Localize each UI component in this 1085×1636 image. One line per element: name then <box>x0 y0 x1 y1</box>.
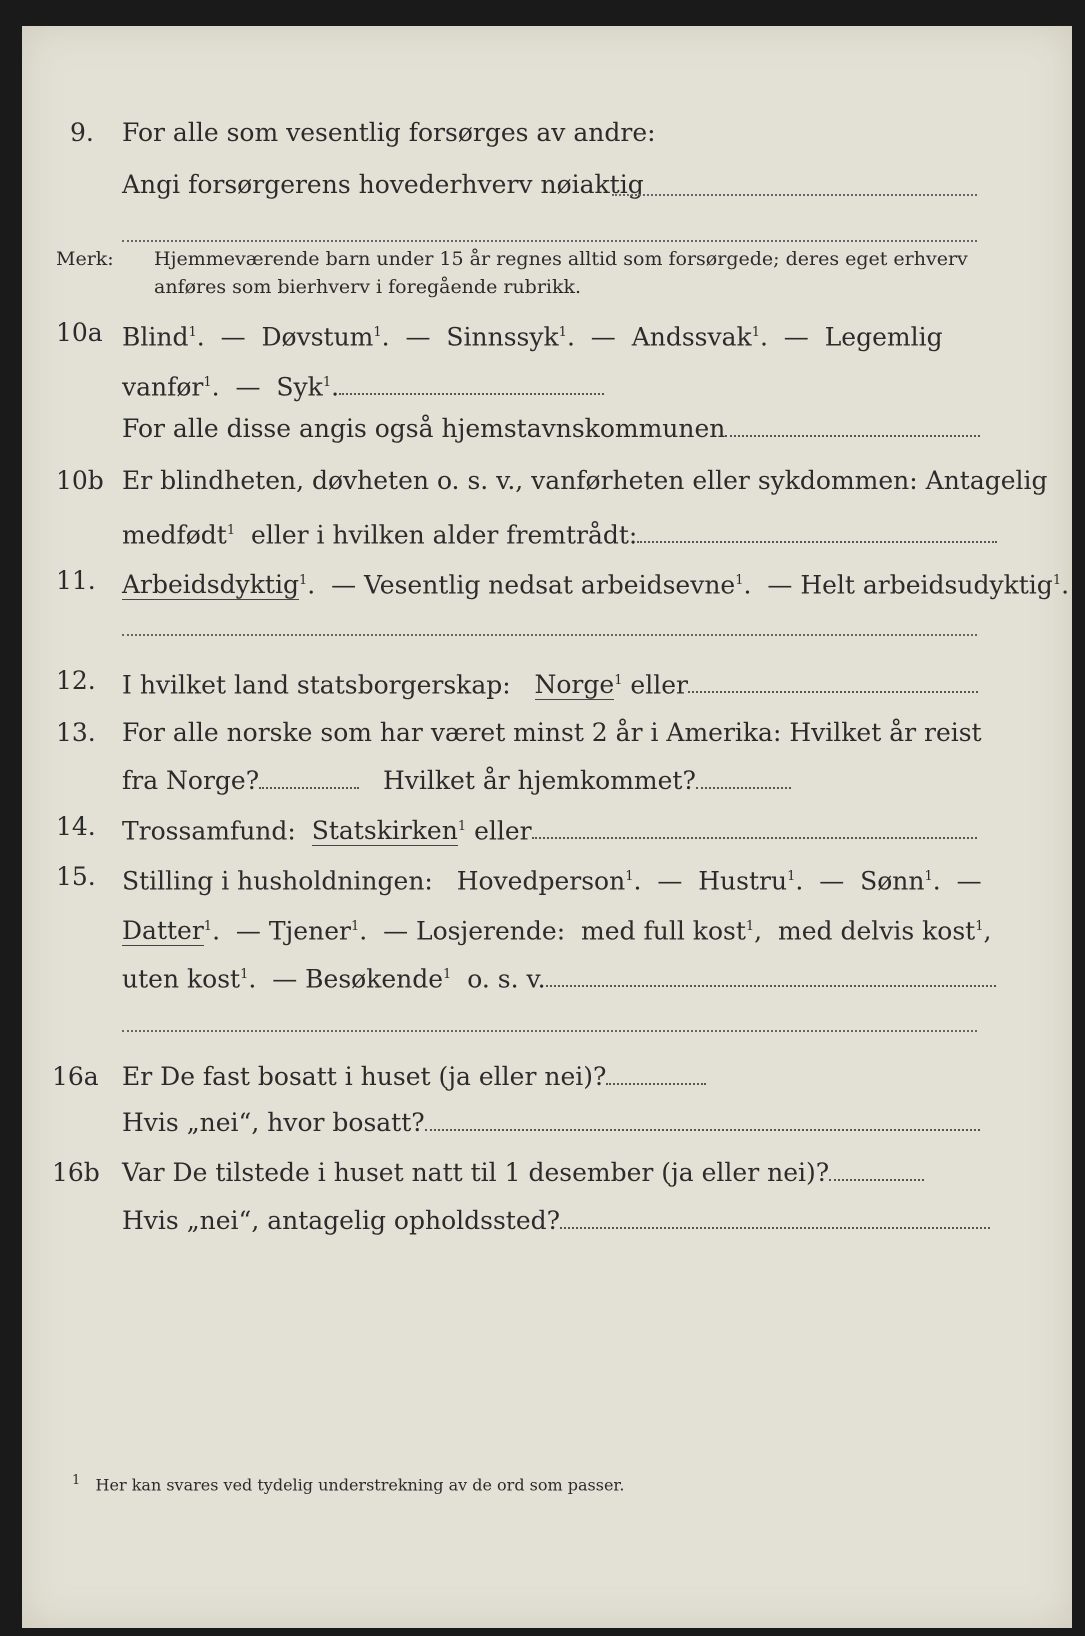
footnote-mark: 1 <box>298 573 308 588</box>
q16a-number: 16a <box>52 1062 99 1091</box>
footnote-mark: 1 <box>457 819 467 834</box>
q14-eller: eller <box>474 816 532 846</box>
footnote-mark: 1 <box>745 919 755 934</box>
q16a-line2 <box>122 1108 980 1138</box>
q10a-fill <box>339 373 604 395</box>
footnote-mark: 1 <box>443 967 452 982</box>
q15-option-sonn: Sønn <box>860 866 925 896</box>
q11-option-uarbeidsdyktig: Helt arbeidsudyktig <box>800 570 1053 600</box>
footnote-mark: 1 <box>373 325 382 340</box>
footnote-mark: 1 <box>614 673 623 688</box>
q16a-hvis-nei: Hvis „nei“, hvor bosatt? <box>122 1108 425 1137</box>
q16b-fill <box>829 1159 924 1181</box>
q15-option-losjerende: Losjerende: <box>416 916 566 946</box>
q13-fill-hjemkommet <box>696 767 791 789</box>
q12-fill <box>688 671 978 693</box>
q13-reist: fra Norge? <box>122 766 260 795</box>
footnote-mark: 1 <box>924 869 933 884</box>
q10a-line2: vanfør$^1$. — Syk$^1$. <box>122 368 604 402</box>
q16a-line1 <box>122 1062 706 1092</box>
footnote-mark: 1 <box>188 325 197 340</box>
footnote-mark: 1 <box>322 375 332 390</box>
q9-line2-text: Angi forsørgerens hovederhverv nøiaktig <box>122 170 644 199</box>
q12-option-norge: Norge <box>534 670 615 700</box>
q15-line2: Datter$^1$. — Tjener$^1$. — Losjerende: med full kost$^1$, med delvis kost$^1$, <box>122 916 992 946</box>
q10a-number: 10a <box>56 318 103 347</box>
q15-option-hovedperson: Hovedperson <box>456 866 626 896</box>
q10b-line2-text: eller i hvilken alder fremtrådt: <box>251 520 638 550</box>
q10a-line3-fill <box>725 415 980 437</box>
q15-fill <box>546 965 996 987</box>
q12-line1 <box>122 666 978 700</box>
q16b-line2 <box>122 1206 990 1236</box>
q14-line1 <box>122 812 977 846</box>
q15-line3: uten kost$^1$. — Besøkende$^1$ o. s. v. <box>122 960 996 994</box>
q15-option-tjener: Tjener <box>268 916 351 946</box>
q16a-fill-bosatt <box>425 1109 980 1131</box>
footnote-mark: 1 <box>787 869 796 884</box>
footnote-mark: 1 <box>226 523 236 538</box>
q10a-line1: Blind$^1$. — Døvstum$^1$. — Sinnssyk$^1$. — Andssvak$^1$. — Legemlig <box>122 322 943 352</box>
q10a-option-legemlig: Legemlig <box>824 322 943 352</box>
footnote-mark: 1 <box>72 1473 81 1488</box>
footnote-mark: 1 <box>203 919 213 934</box>
q12-number: 12. <box>56 666 96 695</box>
q15-option-full-kost: med full kost <box>581 916 746 946</box>
q15-answer-line <box>122 1030 977 1032</box>
q10a-option-dovstum: Døvstum <box>261 322 374 352</box>
footnote-mark: 1 <box>203 375 212 390</box>
q10b-line2 <box>122 516 997 550</box>
q9-fill-line <box>612 194 977 196</box>
q15-option-hustru: Hustru <box>698 866 788 896</box>
q13-hjemkommet: Hvilket år hjemkommet? <box>382 766 696 795</box>
q11-line1: Arbeidsdyktig$^1$. — Vesentlig nedsat arbeidsevne$^1$. — Helt arbeidsudyktig$^1$. <box>122 570 1070 600</box>
q10a-option-sinnssyk: Sinnssyk <box>446 322 559 352</box>
footnote-mark: 1 <box>975 919 984 934</box>
footnote <box>72 1466 624 1500</box>
q14-text: Trossamfund: <box>122 816 296 846</box>
q10a-option-syk: Syk <box>276 372 323 402</box>
q10a-option-andssvak: Andssvak <box>631 322 752 352</box>
q10a-line3 <box>122 414 980 444</box>
q15-osv: o. s. v. <box>467 964 546 994</box>
q16b-number: 16b <box>52 1158 100 1187</box>
q10a-line3-text: For alle disse angis også hjemstavnskommunen <box>122 414 726 443</box>
q16a-fill <box>606 1063 706 1085</box>
footnote-mark: 1 <box>751 325 760 340</box>
q10b-number: 10b <box>56 466 104 495</box>
merk-text-line1: Hjemmeværende barn under 15 år regnes alltid som forsørgede; deres eget erhverv <box>154 248 968 270</box>
q10a-option-vanfor: vanfør <box>122 372 204 402</box>
q15-option-uten-kost: uten kost <box>122 964 241 994</box>
q14-fill <box>532 817 977 839</box>
q11-answer-line <box>122 634 977 636</box>
q12-eller: eller <box>630 670 688 700</box>
footnote-text: Her kan svares ved tydelig understrekning av de ord som passer. <box>95 1475 625 1495</box>
footnote-mark: 1 <box>1052 573 1062 588</box>
q15-text: Stilling i husholdningen: <box>122 866 433 896</box>
q9-line1: For alle som vesentlig forsørges av andre: <box>122 118 656 147</box>
q10b-line1: Er blindheten, døvheten o. s. v., vanførheten eller sykdommen: Antagelig <box>122 466 1048 495</box>
q13-number: 13. <box>56 718 96 747</box>
q13-line1: For alle norske som har været minst 2 år i Amerika: Hvilket år reist <box>122 718 982 747</box>
q9-line2 <box>122 170 644 200</box>
q16b-fill-opphold <box>560 1207 990 1229</box>
q11-number: 11. <box>56 566 96 595</box>
footnote-mark: 1 <box>350 919 360 934</box>
q15-option-besokende: Besøkende <box>305 964 444 994</box>
q15-option-datter: Datter <box>122 916 204 946</box>
footnote-mark: 1 <box>625 869 634 884</box>
q10b-medfodt: medfødt <box>122 520 227 550</box>
q16b-text: Var De tilstede i huset natt til 1 desember (ja eller nei)? <box>122 1158 830 1187</box>
q10b-fill <box>637 521 997 543</box>
footnote-mark: 1 <box>558 325 567 340</box>
q15-option-delvis-kost: med delvis kost <box>778 916 976 946</box>
q11-option-nedsat: Vesentlig nedsat arbeidsevne <box>364 570 736 600</box>
q9-number: 9. <box>70 118 94 147</box>
q13-line2 <box>122 766 791 796</box>
q15-number: 15. <box>56 862 96 891</box>
q16a-text: Er De fast bosatt i huset (ja eller nei)? <box>122 1062 607 1091</box>
q9-answer-line <box>122 240 977 242</box>
q16b-line1 <box>122 1158 924 1188</box>
census-form-page <box>22 26 1072 1628</box>
q12-text: I hvilket land statsborgerskap: <box>122 670 511 700</box>
merk-text-line2: anføres som bierhverv i foregående rubrikk. <box>154 276 582 298</box>
q11-option-arbeidsdyktig: Arbeidsdyktig <box>122 570 299 600</box>
footnote-mark: 1 <box>240 967 249 982</box>
q16b-hvis-nei: Hvis „nei“, antagelig opholdssted? <box>122 1206 561 1235</box>
merk-label: Merk: <box>56 248 114 270</box>
q14-option-statskirken: Statskirken <box>311 816 458 846</box>
q14-number: 14. <box>56 812 96 841</box>
footnote-mark: 1 <box>735 573 744 588</box>
q15-line1: Stilling i husholdningen: Hovedperson$^1$. — Hustru$^1$. — Sønn$^1$. — <box>122 866 982 896</box>
q13-fill-reist <box>259 767 359 789</box>
q10a-option-blind: Blind <box>122 322 189 352</box>
